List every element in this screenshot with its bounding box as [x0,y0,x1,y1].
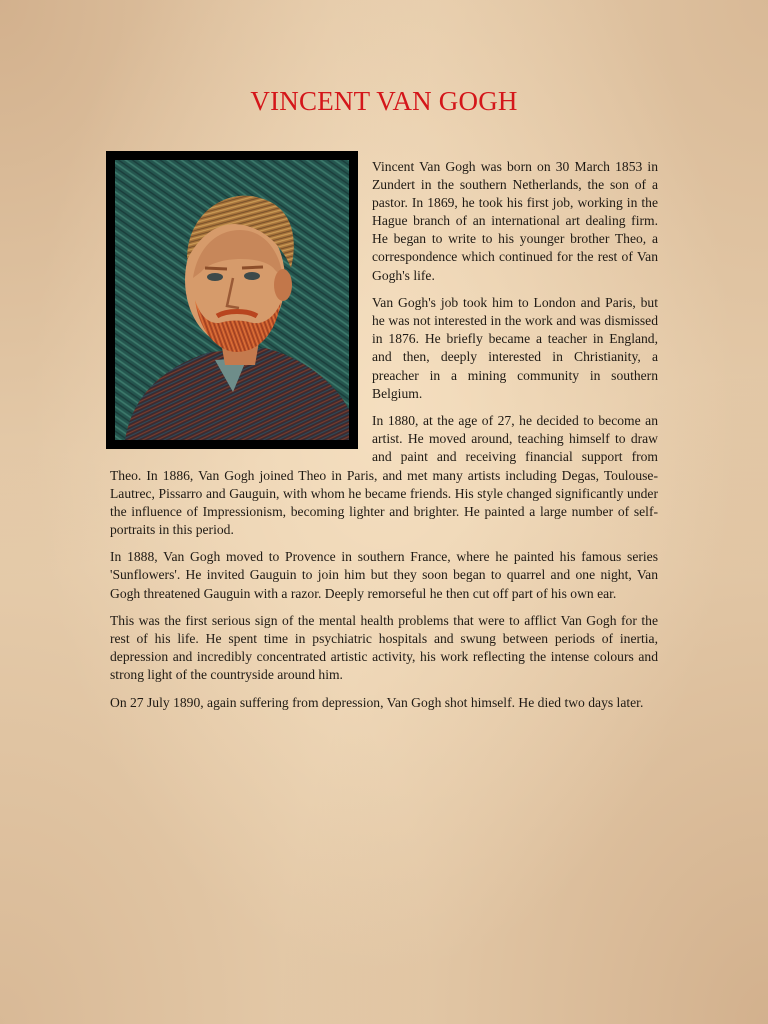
page-title: VINCENT VAN GOGH [250,86,518,116]
paragraph-6: On 27 July 1890, again suffering from depression, Van Gogh shot himself. He died two days later. [110,695,644,711]
paragraph-5: This was the first serious sign of the mental health problems that were to afflict Van Gogh for the rest of his life. He spent time in psychiatric hospitals and swung between periods of inertia, depression and incredibly concentrated artistic activity, his work reflecting the intense colours and strong light of the countryside around him. [110,613,658,683]
article-body [110,158,658,722]
paragraph-2: Van Gogh's job took him to London and Paris, but he was not interested in the work and was dismissed in 1876. He briefly became a teacher in England, and then, deeply interested in Christianity, a preacher in a mining community in southern Belgium. [372,295,658,401]
paragraph-4: In 1888, Van Gogh moved to Provence in southern France, where he painted his famous series 'Sunflowers'. He invited Gauguin to join him but they soon began to quarrel and one night, Van Gogh threatened Gauguin with a razor. Deeply remorseful he then cut off part of his own ear. [110,549,658,601]
self-portrait-painting [115,160,349,440]
portrait-image [106,151,358,449]
paragraph-1: Vincent Van Gogh was born on 30 March 1853 in Zundert in the southern Netherlands, the son of a pastor. In 1869, he took his first job, working in the Hague branch of an international art dealing firm. He began to write to his younger brother Theo, a correspondence which continued for the rest of Van Gogh's life. [372,159,658,283]
paragraph-3: In 1880, at the age of 27, he decided to become an artist. He moved around, teaching himself to draw and paint and receiving financial support from Theo. In 1886, Van Gogh joined Theo in Paris, and met many artists including Degas, Toulouse-Lautrec, Pissarro and Gauguin, with whom he became friends. His style changed significantly under the influence of Impressionism, becoming lighter and brighter. He painted a large number of self-portraits in this period. [110,413,658,537]
